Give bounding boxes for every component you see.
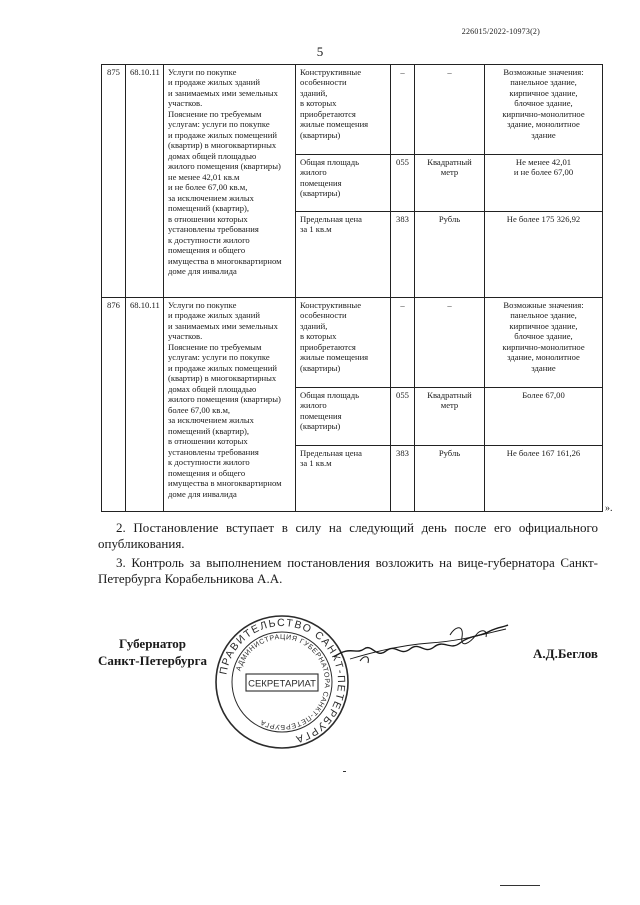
row-number: 876 [102,298,126,512]
okei-code: – [391,298,415,388]
handwritten-signature [330,615,510,680]
unit-name: – [415,298,485,388]
attribute-value: Не более 167 161,26 [485,446,603,512]
table-row [102,65,603,155]
okpd-code: 68.10.11 [126,65,164,298]
okei-code: – [391,65,415,155]
attribute-name: Общая площадь жилого помещения (квартиры) [296,155,391,212]
attribute-name: Общая площадь жилого помещения (квартиры) [296,388,391,446]
okei-code: 383 [391,446,415,512]
svg-text:АДМИНИСТРАЦИЯ ГУБЕРНАТОРА САНК: АДМИНИСТРАЦИЯ ГУБЕРНАТОРА САНКТ-ПЕТЕРБУРГА [235,633,331,731]
svg-text:СЕКРЕТАРИАТ: СЕКРЕТАРИАТ [248,678,316,690]
attribute-value: Возможные значения: панельное здание, кирпичное здание, блочное здание, кирпично-монолитное здание, монолитное здание [485,298,603,388]
okpd-code: 68.10.11 [126,298,164,512]
attribute-value: Возможные значения: панельное здание, кирпичное здание, блочное здание, кирпично-монолитное здание, монолитное здание [485,65,603,155]
okei-code: 383 [391,212,415,298]
unit-name: Рубль [415,212,485,298]
attribute-name: Предельная цена за 1 кв.м [296,212,391,298]
paragraph-control: 3. Контроль за выполнением постановления возложить на вице-губернатора Санкт-Петербурга Корабельникова А.А. [98,555,598,586]
service-description: Услуги по покупке и продаже жилых зданий и занимаемых ими земельных участков. Пояснение по требуемым услугам: услуги по покупке и продаже жилых помещений (квартир) в многоквартирных домах общей площадью жилого помещения (квартиры) более 67,00 кв.м, за исключением жилых помещений (квартир), в отношении которых установлены требования к доступности жилого помещения и общего имущества в многоквартирном доме для инвалида [164,298,296,512]
okei-code: 055 [391,388,415,446]
svg-text:ПРАВИТЕЛЬСТВО САНКТ-ПЕТЕРБУРГА: ПРАВИТЕЛЬСТВО САНКТ-ПЕТЕРБУРГА [217,616,348,746]
paragraph-effective-date: 2. Постановление вступает в силу на следующий день после его официального опубликования. [98,520,598,551]
attribute-value: Не менее 42,01 и не более 67,00 [485,155,603,212]
attribute-name: Конструктивные особенности зданий, в которых приобретаются жилые помещения (квартиры) [296,298,391,388]
table-row [102,298,603,388]
document-number: 226015/2022-10973(2) [461,27,540,36]
service-description: Услуги по покупке и продаже жилых зданий и занимаемых ими земельных участков. Пояснение по требуемым услугам: услуги по покупке и продаже жилых помещений (квартир) в многоквартирных домах общей площадью жилого помещения (квартиры) не менее 42,01 кв.м и не более 67,00 кв.м, за исключением жилых помещений (квартир), в отношении которых установлены требования к доступности жилого помещения и общего имущества в многоквартирном доме для инвалида [164,65,296,298]
page-number: 5 [316,44,324,59]
unit-name: Рубль [415,446,485,512]
closing-quote: ». [605,503,613,514]
scan-mark [343,771,346,772]
scan-mark [500,885,540,886]
attribute-name: Предельная цена за 1 кв.м [296,446,391,512]
signatory-title: Губернатор Санкт-Петербурга [98,636,207,668]
unit-name: – [415,65,485,155]
attribute-name: Конструктивные особенности зданий, в которых приобретаются жилые помещения (квартиры) [296,65,391,155]
attribute-value: Более 67,00 [485,388,603,446]
unit-name: Квадратный метр [415,155,485,212]
okei-code: 055 [391,155,415,212]
unit-name: Квадратный метр [415,388,485,446]
signatory-name: А.Д.Беглов [533,646,598,661]
attribute-value: Не более 175 326,92 [485,212,603,298]
services-table [101,64,603,512]
row-number: 875 [102,65,126,298]
